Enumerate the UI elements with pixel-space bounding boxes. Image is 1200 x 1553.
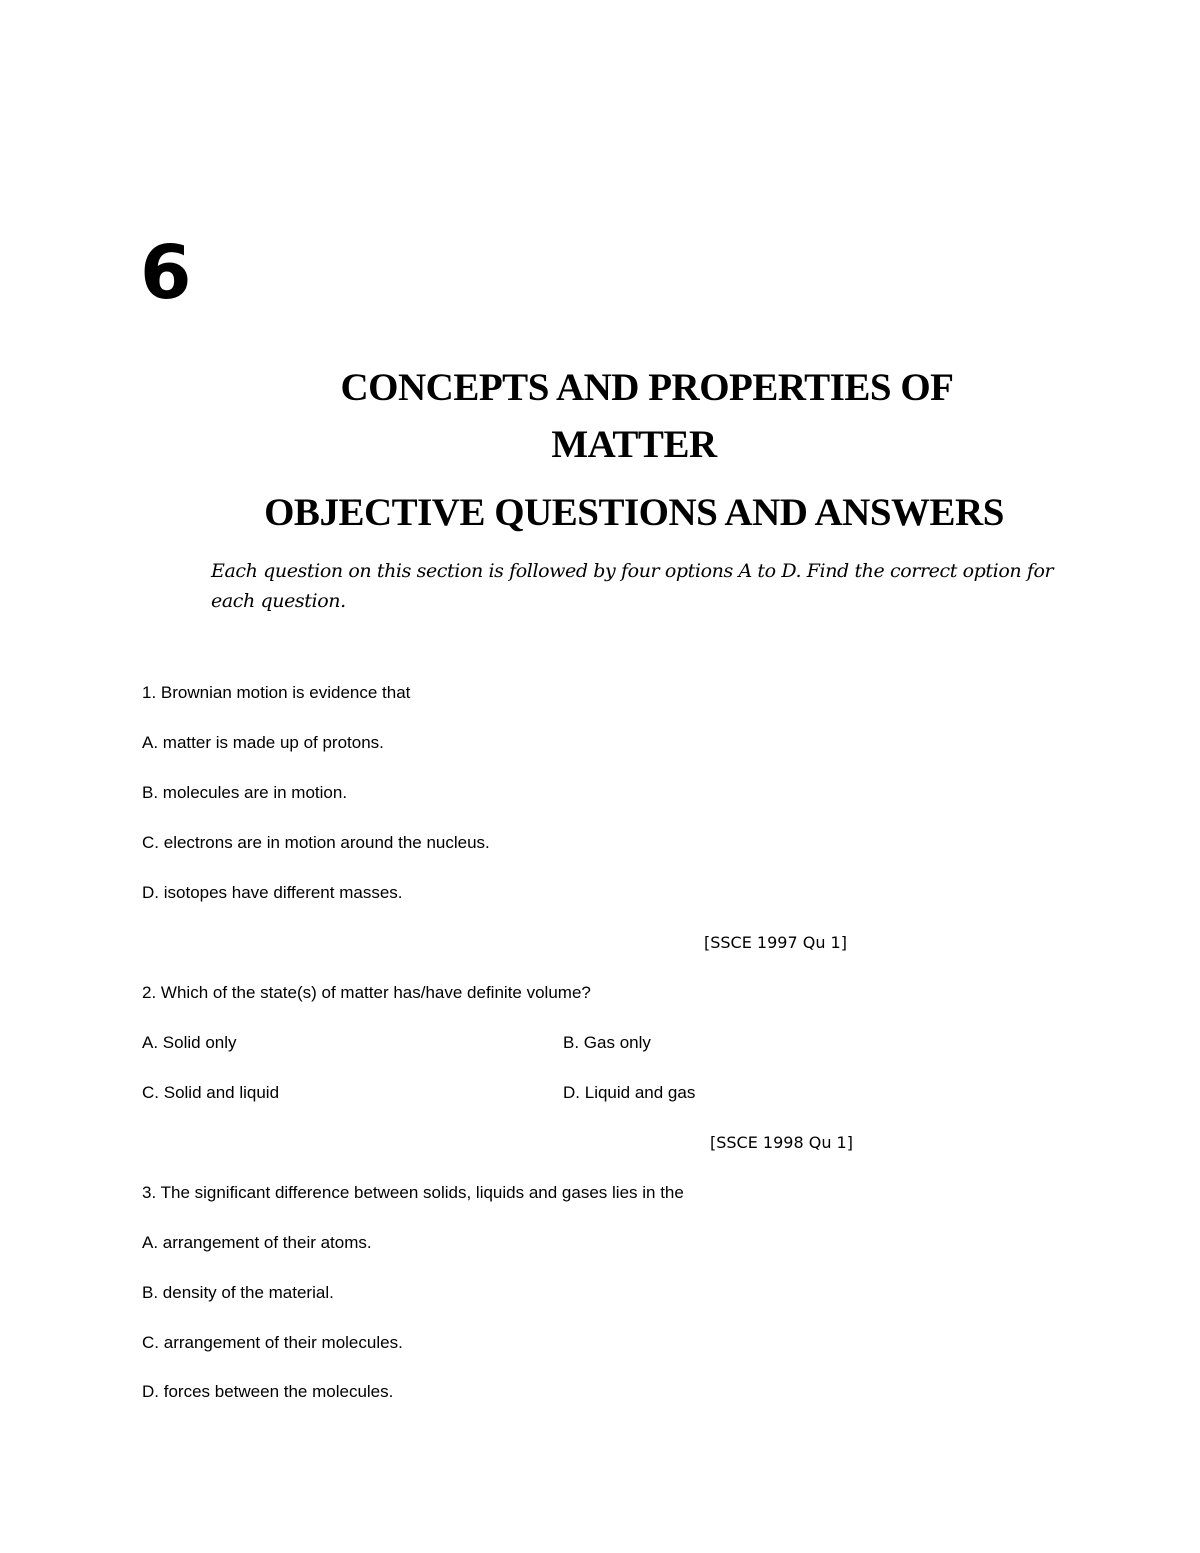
option-letter: D. — [142, 883, 159, 902]
question-2-option-a — [142, 1033, 237, 1053]
option-text: forces between the molecules. — [163, 1382, 394, 1401]
option-letter: C. — [142, 833, 159, 852]
chapter-number: 6 — [140, 230, 192, 316]
question-text: Brownian motion is evidence that — [160, 683, 411, 702]
option-letter: D. — [563, 1083, 580, 1102]
instructions: Each question on this section is followed by four options A to D. Find the correct option for each question. — [211, 560, 1054, 612]
option-letter: A. — [142, 733, 159, 752]
question-3-option-d — [142, 1382, 393, 1402]
option-text: Liquid and gas — [584, 1083, 696, 1102]
option-letter: B. — [142, 1283, 159, 1302]
option-text: Gas only — [583, 1033, 651, 1052]
option-text: Solid and liquid — [163, 1083, 280, 1102]
question-1-option-b — [142, 783, 347, 803]
question-2-option-c — [142, 1083, 279, 1103]
question-number: 3. — [142, 1183, 157, 1202]
option-letter: D. — [142, 1382, 159, 1401]
chapter-title-line-2: MATTER — [551, 423, 717, 466]
option-text: electrons are in motion around the nucleus. — [163, 833, 490, 852]
question-2-option-d — [563, 1083, 695, 1103]
section-subtitle: OBJECTIVE QUESTIONS AND ANSWERS — [264, 491, 1004, 534]
question-2 — [142, 983, 591, 1003]
question-number: 2. — [142, 983, 157, 1002]
question-3-option-c — [142, 1333, 403, 1353]
option-text: arrangement of their atoms. — [162, 1233, 372, 1252]
question-text: The significant difference between solids, liquids and gases lies in the — [160, 1183, 684, 1202]
option-letter: C. — [142, 1083, 159, 1102]
question-1-option-c — [142, 833, 490, 853]
option-letter: B. — [563, 1033, 580, 1052]
question-text: Which of the state(s) of matter has/have definite volume? — [160, 983, 591, 1002]
question-3-option-a — [142, 1233, 372, 1253]
option-letter: B. — [142, 783, 159, 802]
question-1-option-d — [142, 883, 403, 903]
question-1-reference: [SSCE 1997 Qu 1] — [704, 933, 847, 952]
option-text: Solid only — [162, 1033, 237, 1052]
question-3 — [142, 1183, 684, 1203]
option-letter: C. — [142, 1333, 159, 1352]
option-letter: A. — [142, 1233, 159, 1252]
option-text: density of the material. — [162, 1283, 334, 1302]
question-3-option-b — [142, 1283, 334, 1303]
question-1-option-a — [142, 733, 384, 753]
question-number: 1. — [142, 683, 157, 702]
option-letter: A. — [142, 1033, 159, 1052]
option-text: isotopes have different masses. — [163, 883, 403, 902]
question-2-option-b — [563, 1033, 651, 1053]
option-text: molecules are in motion. — [162, 783, 348, 802]
option-text: arrangement of their molecules. — [163, 1333, 403, 1352]
chapter-title-line-1: CONCEPTS AND PROPERTIES OF — [340, 366, 954, 409]
question-1 — [142, 683, 410, 703]
question-2-reference: [SSCE 1998 Qu 1] — [710, 1133, 853, 1152]
option-text: matter is made up of protons. — [162, 733, 384, 752]
